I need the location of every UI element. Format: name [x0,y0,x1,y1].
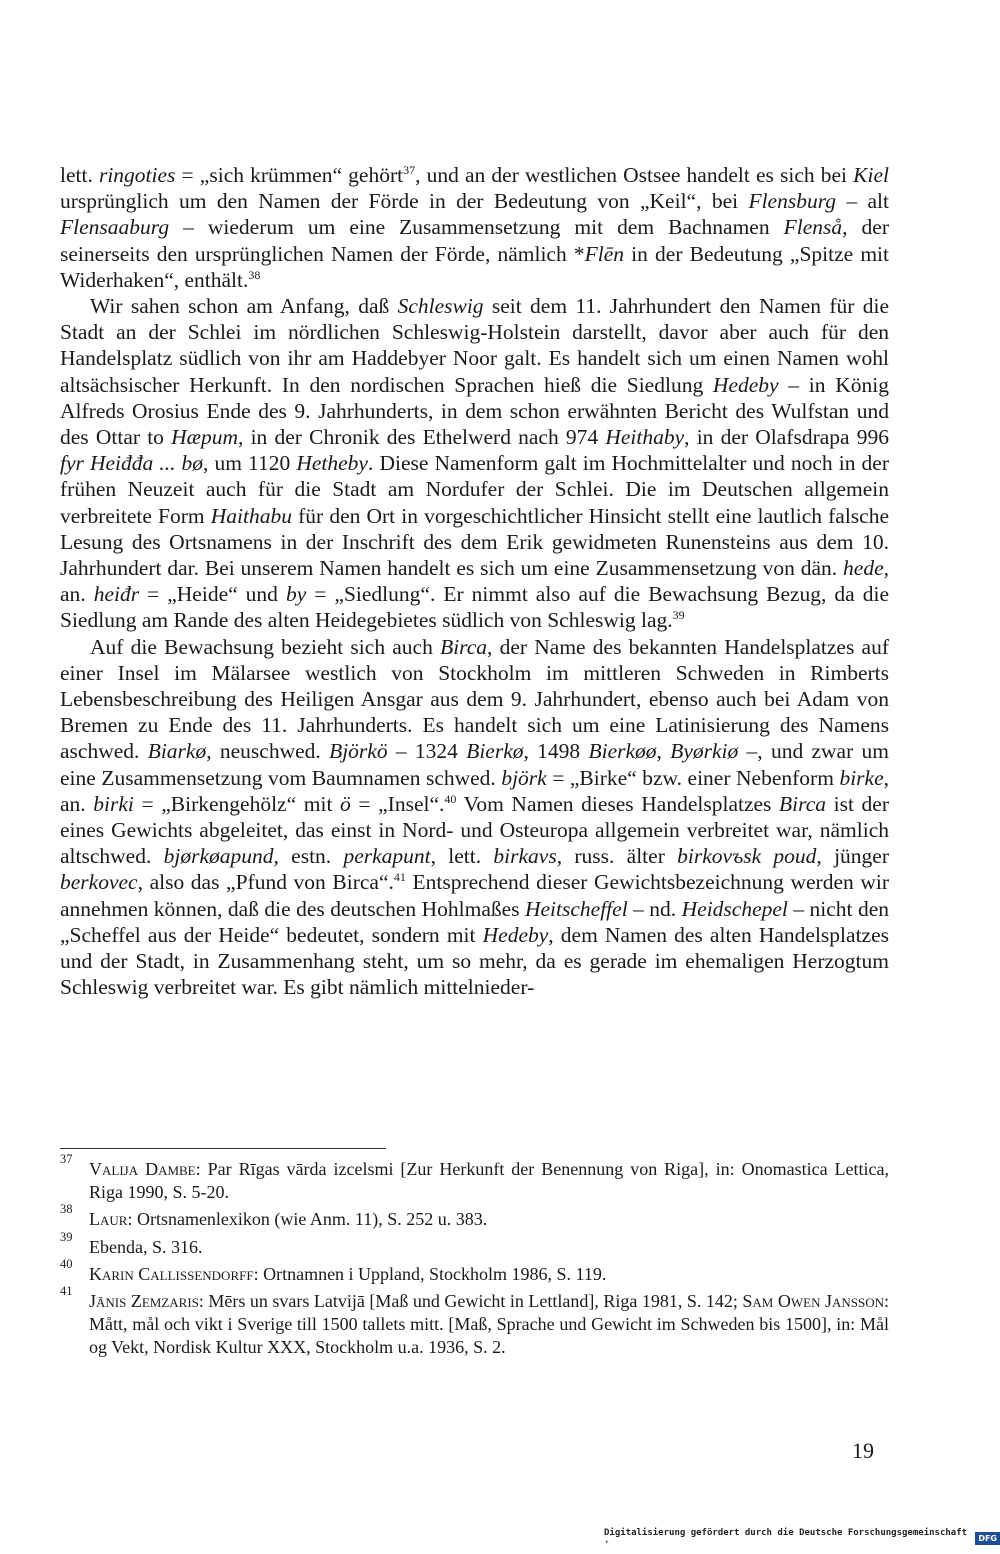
footnotes [60,1152,889,1364]
footnote [60,1152,889,1204]
footnote-number: 37 [60,1152,73,1166]
footnote-number: 39 [60,1229,73,1244]
footnote [60,1229,889,1259]
footnote-text: Laur: Ortsnamenlexikon (wie Anm. 11), S. 252 u. 383. [89,1209,488,1230]
footnote-separator [60,1148,386,1149]
footnote-text: Valija Dambe: Par Rīgas vārda izcelsmi [Zur Herkunft der Benennung von Riga], in: Onomastica Lettica, Riga 1990, S. 5-20. [89,1159,889,1203]
main-text [60,162,889,1001]
digitization-credit [604,1528,1000,1548]
footnote-text: Karin Callissendorff: Ortnamnen i Uppland, Stockholm 1986, S. 119. [89,1263,607,1284]
footnote-text: Ebenda, S. 316. [89,1236,203,1257]
paragraph: lett. ringoties = „sich krümmen“ gehört$^{37}$, und an der westlichen Ostsee handelt es sich bei Kiel ursprünglich um den Namen der Förde in der Bedeutung von „Keil“, bei Flensburg – alt Flensaaburg – wiederum um eine Zusammensetzung mit dem Bachnamen Flenså, der seinerseits den ursprünglichen Namen der Förde, nämlich *Flēn in der Bedeutung „Spitze mit Widerhaken“, enthält.$^{38}$ [60,162,889,292]
footnote-number: 41 [60,1284,73,1299]
footnote-text: Jānis Zemzaris: Mērs un svars Latvijā [Maß und Gewicht in Lettland], Riga 1981, S. 142; Sam Owen Jansson: Mått, mål och vikt i Sverige till 1500 tallets mitt. [Maß, Sprache und Gewicht im Schweden bis 1500], in: Mål og Vekt, Nordisk Kultur XXX, Stockholm u.a. 1936, S. 2. [89,1291,889,1358]
footnote [60,1202,889,1231]
footnote [60,1284,889,1360]
footnote-number: 38 [60,1202,73,1217]
footnote [60,1256,889,1286]
footnote-number: 40 [60,1256,73,1271]
credit-text: Digitalisierung gefördert durch die Deutsche Forschungsgemeinschaft · [604,1528,968,1548]
dfg-logo-icon: DFG [975,1532,1000,1545]
paragraph: Auf die Bewachsung bezieht sich auch Birca, der Name des bekannten Handelsplatzes auf einer Insel im Mälarsee westlich von Stockholm im mittleren Schweden in Rimberts Lebensbeschreibung des Heiligen Ansgar aus dem 9. Jahrhundert, ebenso auch bei Adam von Bremen zu Ende des 11. Jahrhunderts. Es handelt sich um eine Latinisierung des Namens aschwed. Biarkø, neuschwed. Björkö – 1324 Bierkø, 1498 Bierkøø, Byørkiø –, und zwar um eine Zusammensetzung vom Baumnamen schwed. björk = „Birke“ bzw. einer Nebenform birke, an. birki = „Birkengehölz“ mit ö = „Insel“.$^{40}$ Vom Namen dieses Handelsplatzes Birca ist der eines Gewichts abgeleitet, das einst in Nord- und Osteuropa allgemein verbreitet war, nämlich altschwed. bjørkøapund, estn. perkapunt, lett. birkavs, russ. älter birkovъsk poud, jünger berkovec, also das „Pfund von Birca“.$^{41}$ Entsprechend dieser Gewichtsbezeichnung werden wir annehmen können, daß die des deutschen Hohlmaßes Heitscheffel – nd. Heidschepel – nicht den „Scheffel aus der Heide“ bedeutet, sondern mit Hedeby, dem Namen des alten Handelsplatzes und der Stadt, in Zusammenhang steht, um so mehr, da es gerade im ehemaligen Herzogtum Schleswig verbreitet war. Es gibt nämlich mittelnieder- [60,634,890,1000]
paragraph: Wir sahen schon am Anfang, daß Schleswig seit dem 11. Jahrhundert den Namen für die Stadt an der Schlei im nördlichen Schleswig-Holstein darstellt, davor aber auch für den Handelsplatz südlich von ihr am Haddebyer Noor galt. Es handelt sich um einen Namen wohl altsächsischer Herkunft. In den nordischen Sprachen hieß die Siedlung Hedeby – in König Alfreds Orosius Ende des 9. Jahrhunderts, in dem schon erwähnten Bericht des Wulfstan und des Ottar to Hæpum, in der Chronik des Ethelwerd nach 974 Heithaby, in der Olafsdrapa 996 fyr Heiđđa ... bø, um 1120 Hetheby. Diese Namenform galt im Hochmittelalter und noch in der frühen Neuzeit auch für die Stadt am Nordufer der Schlei. Die im Deutschen allgemein verbreitete Form Haithabu für den Ort in vorgeschichtlicher Hinsicht stellt eine lautlich falsche Lesung des Ortsnamens in der Inschrift des dem Erik gewidmeten Runensteins aus dem 10. Jahrhundert dar. Bei unserem Namen handelt es sich um eine Zusammensetzung von dän. hede, an. heiđr = „Heide“ und by = „Siedlung“. Er nimmt also auf die Bewachsung Bezug, da die Siedlung am Rande des alten Heidegebietes südlich von Schleswig lag.$^{39}$ [60,294,889,633]
page-number: 19 [852,1438,874,1463]
